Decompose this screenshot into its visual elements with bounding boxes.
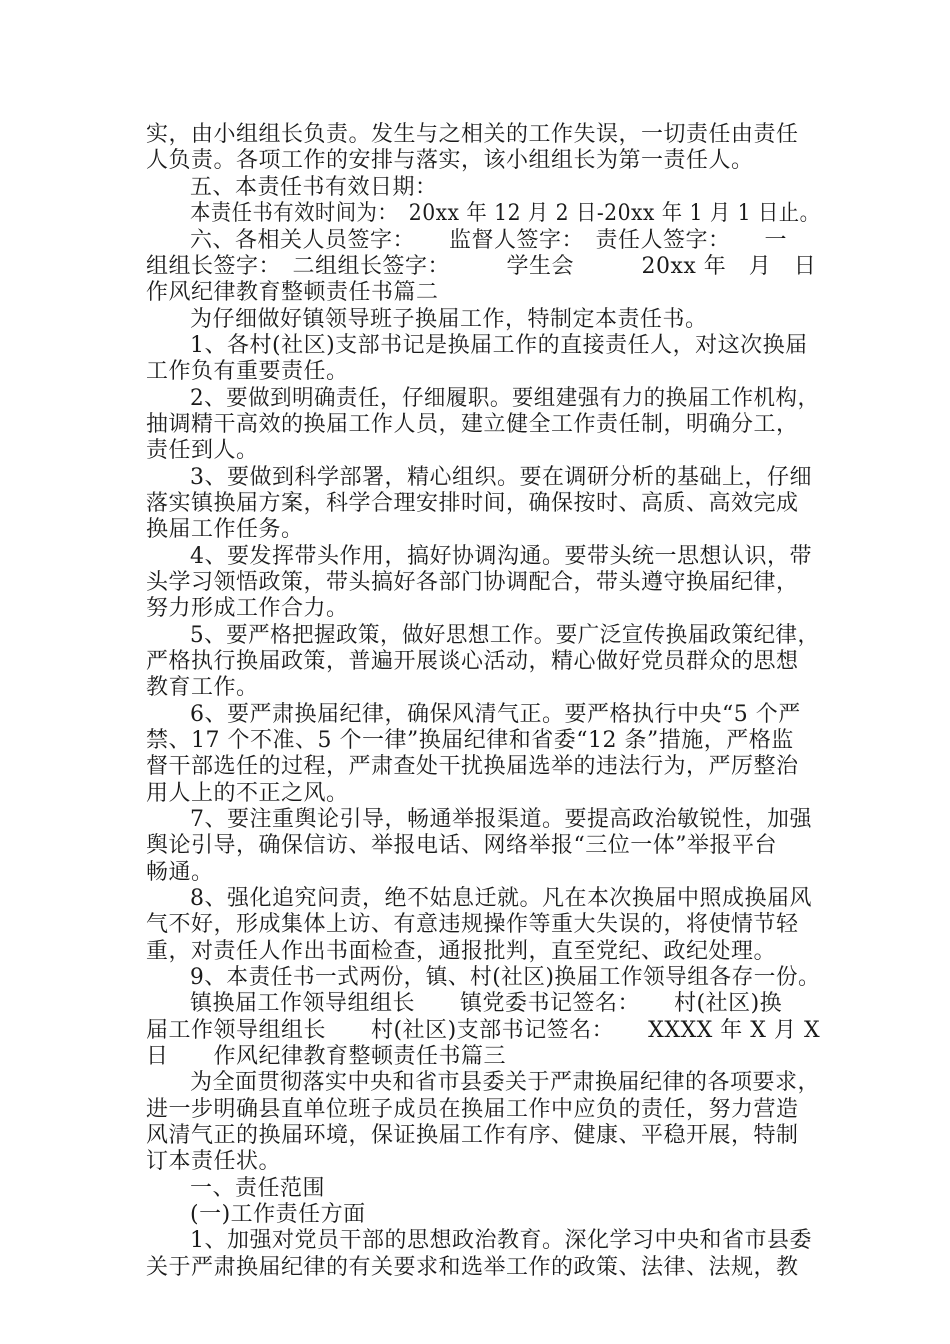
text-line: 9、本责任书一式两份，镇、村(社区)换届工作领导组各存一份。 [190,965,821,990]
text-line: 人负责。各项工作的安排与落实，该小组组长为第一责任人。 [146,148,754,173]
text-line: 抽调精干高效的换届工作人员，建立健全工作责任制，明确分工， [146,412,799,437]
text-line: 落实镇换届方案，科学合理安排时间，确保按时、高质、高效完成 [146,491,799,516]
text-line: 4、要发挥带头作用，搞好协调沟通。要带头统一思想认识，带 [190,544,812,569]
text-line: 为全面贯彻落实中央和省市县委关于严肃换届纪律的各项要求， [190,1070,821,1095]
text-line: 本责任书有效时间为： 20xx 年 12 月 2 日-20xx 年 1 月 1 日止。 [190,201,821,226]
text-line: 重，对责任人作出书面检查，通报批判，直至党纪、政纪处理。 [146,939,777,964]
text-line: 责任到人。 [146,438,259,463]
text-line: 督干部选任的过程，严肃查处干扰换届选举的违法行为，严厉整治 [146,754,799,779]
text-line: 1、加强对党员干部的思想政治教育。深化学习中央和省市县委 [190,1228,812,1253]
text-line: 进一步明确县直单位班子成员在换届工作中应负的责任，努力营造 [146,1097,799,1122]
text-line: 5、要严格把握政策，做好思想工作。要广泛宣传换届政策纪律， [190,623,820,648]
subsection-heading: (一)工作责任方面 [190,1202,366,1227]
text-line: 畅通。 [146,860,214,885]
signature-line: 镇换届工作领导组组长 镇党委书记签名： 村(社区)换 [190,991,783,1016]
signature-line: 六、各相关人员签字： 监督人签字： 责任人签字： 一 [190,228,788,253]
signature-line: 组组长签字： 二组组长签字： 学生会 20xx 年 月 日 [146,254,817,279]
text-line: 气不好，形成集体上访、有意违规操作等重大失误的，将使情节轻 [146,912,799,937]
text-line: 3、要做到科学部署，精心组织。要在调研分析的基础上，仔细 [190,465,812,490]
section-heading: 一、责任范围 [190,1176,326,1201]
text-line: 教育工作。 [146,675,259,700]
text-line: 头学习领悟政策，带头搞好各部门协调配合，带头遵守换届纪律， [146,570,799,595]
text-line: 7、要注重舆论引导，畅通举报渠道。要提高政治敏锐性，加强 [190,807,812,832]
section-heading: 五、本责任书有效日期： [190,175,438,200]
text-line: 工作负有重要责任。 [146,359,349,384]
text-line: 严格执行换届政策，普遍开展谈心活动，精心做好党员群众的思想 [146,649,799,674]
signature-line: 届工作领导组组长 村(社区)支部书记签名： XXXX 年 X 月 X [146,1018,821,1043]
text-line: 实，由小组组长负责。发生与之相关的工作失误，一切责任由责任 [146,122,799,147]
text-line: 8、强化追究问责，绝不姑息迁就。凡在本次换届中照成换届风 [190,886,812,911]
text-line: 关于严肃换届纪律的有关要求和选举工作的政策、法律、法规，教 [146,1255,799,1280]
document-title: 日 作风纪律教育整顿责任书篇三 [146,1044,507,1069]
text-line: 禁、17 个不准、5 个一律”换届纪律和省委“12 条”措施，严格监 [146,728,794,753]
text-line: 努力形成工作合力。 [146,596,349,621]
text-line: 风清气正的换届环境，保证换届工作有序、健康、平稳开展，特制 [146,1123,799,1148]
document-title: 作风纪律教育整顿责任书篇二 [146,280,439,305]
text-line: 舆论引导，确保信访、举报电话、网络举报“三位一体”举报平台 [146,833,777,858]
text-line: 为仔细做好镇领导班子换届工作，特制定本责任书。 [190,307,708,332]
text-line: 订本责任状。 [146,1149,282,1174]
text-line: 1、各村(社区)支部书记是换届工作的直接责任人，对这次换届 [190,333,808,358]
text-line: 用人上的不正之风。 [146,781,349,806]
text-line: 6、要严肃换届纪律，确保风清气正。要严格执行中央“5 个严 [190,702,801,727]
text-line: 2、要做到明确责任，仔细履职。要组建强有力的换届工作机构， [190,386,820,411]
text-line: 换届工作任务。 [146,517,304,542]
